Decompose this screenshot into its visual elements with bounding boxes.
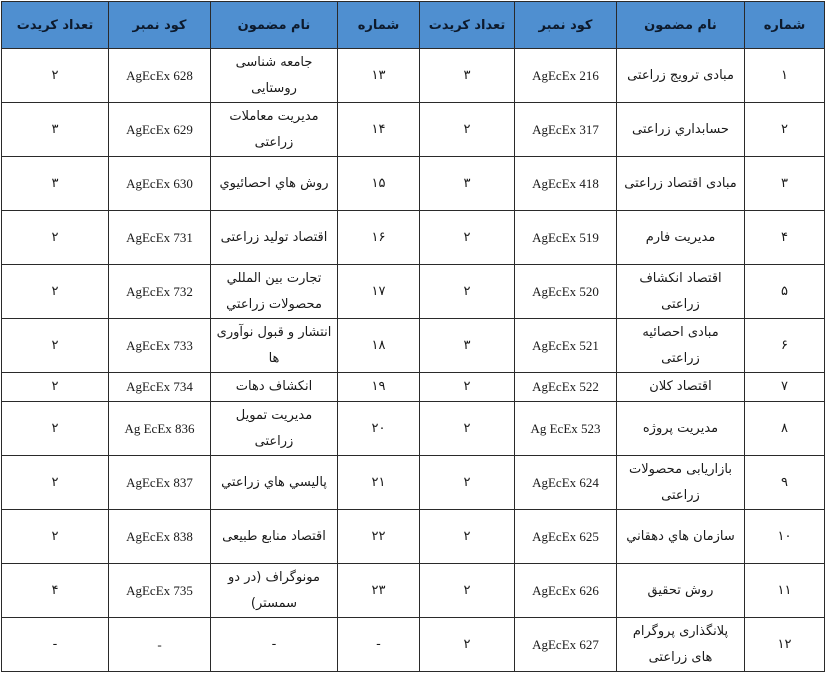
course-number: ۳ — [745, 157, 825, 211]
course-credits: ۲ — [2, 510, 109, 564]
course-table — [1, 1, 825, 672]
course-code: AgEcEx 519 — [515, 211, 617, 265]
course-credits: ۲ — [2, 402, 109, 456]
course-name: انکشاف دهات — [211, 373, 338, 402]
header-course-name-right: نام مضمون — [617, 2, 745, 49]
course-number: ۱۴ — [338, 103, 420, 157]
course-code: AgEcEx 838 — [109, 510, 211, 564]
header-row — [2, 2, 825, 49]
course-number: - — [338, 618, 420, 672]
course-name: اقتصاد تولید زراعتی — [211, 211, 338, 265]
course-name: روش هاي احصائیوي — [211, 157, 338, 211]
course-code: AgEcEx 732 — [109, 265, 211, 319]
course-name: مونوگراف (در دو سمستر) — [211, 564, 338, 618]
course-code: AgEcEx 418 — [515, 157, 617, 211]
course-code: AgEcEx 216 — [515, 49, 617, 103]
course-number: ۲ — [745, 103, 825, 157]
course-credits: ۳ — [2, 103, 109, 157]
course-code: AgEcEx 624 — [515, 456, 617, 510]
course-credits: ۲ — [420, 265, 515, 319]
header-credits-right: تعداد کریدت — [420, 2, 515, 49]
course-name: مدیریت پروژه — [617, 402, 745, 456]
course-number: ۱۰ — [745, 510, 825, 564]
course-name: مبادی اقتصاد زراعتی — [617, 157, 745, 211]
course-name: پالیسي هاي زراعتي — [211, 456, 338, 510]
course-number: ۱۶ — [338, 211, 420, 265]
course-code: AgEcEx 837 — [109, 456, 211, 510]
course-credits: ۳ — [420, 319, 515, 373]
course-code: AgEcEx 626 — [515, 564, 617, 618]
course-number: ۸ — [745, 402, 825, 456]
course-code: AgEcEx 628 — [109, 49, 211, 103]
course-credits: ۲ — [420, 564, 515, 618]
table-row — [2, 510, 825, 564]
course-name: مبادی ترویج زراعتی — [617, 49, 745, 103]
header-number-right: شماره — [745, 2, 825, 49]
header-number-left: شماره — [338, 2, 420, 49]
course-code: Ag EcEx 836 — [109, 402, 211, 456]
table-row — [2, 319, 825, 373]
course-credits: ۲ — [2, 319, 109, 373]
course-code: AgEcEx 630 — [109, 157, 211, 211]
course-code: AgEcEx 520 — [515, 265, 617, 319]
course-name: اقتصاد انکشاف زراعتی — [617, 265, 745, 319]
course-credits: - — [2, 618, 109, 672]
course-code: AgEcEx 629 — [109, 103, 211, 157]
table-row — [2, 618, 825, 672]
course-number: ۱۲ — [745, 618, 825, 672]
table-row — [2, 157, 825, 211]
course-name: مدیریت معاملات زراعتی — [211, 103, 338, 157]
course-number: ۹ — [745, 456, 825, 510]
table-row — [2, 265, 825, 319]
course-credits: ۲ — [2, 211, 109, 265]
header-code-left: کود نمبر — [109, 2, 211, 49]
course-number: ۱ — [745, 49, 825, 103]
course-number: ۲۲ — [338, 510, 420, 564]
course-number: ۴ — [745, 211, 825, 265]
course-name: بازاریابی محصولات زراعتی — [617, 456, 745, 510]
course-credits: ۲ — [420, 103, 515, 157]
course-name: اقتصاد کلان — [617, 373, 745, 402]
course-name: - — [211, 618, 338, 672]
header-code-right: کود نمبر — [515, 2, 617, 49]
course-credits: ۲ — [420, 510, 515, 564]
course-code: - — [109, 618, 211, 672]
table-row — [2, 402, 825, 456]
course-code: AgEcEx 731 — [109, 211, 211, 265]
course-name: پلانگذاری پروگرام های زراعتی — [617, 618, 745, 672]
course-credits: ۲ — [2, 265, 109, 319]
course-name: حسابداري زراعتی — [617, 103, 745, 157]
course-number: ۱۵ — [338, 157, 420, 211]
course-name: مدیریت فارم — [617, 211, 745, 265]
course-name: تجارت بین المللي محصولات زراعتي — [211, 265, 338, 319]
course-credits: ۴ — [2, 564, 109, 618]
course-number: ۲۱ — [338, 456, 420, 510]
course-code: AgEcEx 625 — [515, 510, 617, 564]
table-row — [2, 211, 825, 265]
course-name: مدیریت تمویل زراعتی — [211, 402, 338, 456]
table-body — [2, 49, 825, 672]
course-name: اقتصاد منابع طبیعی — [211, 510, 338, 564]
course-code: AgEcEx 734 — [109, 373, 211, 402]
course-number: ۱۹ — [338, 373, 420, 402]
course-number: ۱۸ — [338, 319, 420, 373]
course-credits: ۳ — [420, 157, 515, 211]
course-credits: ۲ — [420, 402, 515, 456]
course-name: مبادی احصائیه زراعتی — [617, 319, 745, 373]
course-credits: ۲ — [2, 456, 109, 510]
course-number: ۶ — [745, 319, 825, 373]
table-row — [2, 456, 825, 510]
course-code: AgEcEx 735 — [109, 564, 211, 618]
course-credits: ۲ — [2, 49, 109, 103]
course-code: AgEcEx 627 — [515, 618, 617, 672]
course-number: ۷ — [745, 373, 825, 402]
course-code: AgEcEx 522 — [515, 373, 617, 402]
course-credits: ۳ — [2, 157, 109, 211]
course-number: ۲۰ — [338, 402, 420, 456]
course-number: ۱۱ — [745, 564, 825, 618]
course-credits: ۲ — [420, 373, 515, 402]
course-name: جامعه شناسی روستایی — [211, 49, 338, 103]
table-row — [2, 373, 825, 402]
table-row — [2, 103, 825, 157]
course-credits: ۳ — [420, 49, 515, 103]
course-credits: ۲ — [420, 618, 515, 672]
course-code: Ag EcEx 523 — [515, 402, 617, 456]
course-credits: ۲ — [2, 373, 109, 402]
course-name: روش تحقیق — [617, 564, 745, 618]
course-credits: ۲ — [420, 211, 515, 265]
course-credits: ۲ — [420, 456, 515, 510]
course-code: AgEcEx 317 — [515, 103, 617, 157]
course-number: ۲۳ — [338, 564, 420, 618]
course-code: AgEcEx 521 — [515, 319, 617, 373]
table-row — [2, 49, 825, 103]
course-number: ۱۷ — [338, 265, 420, 319]
course-number: ۱۳ — [338, 49, 420, 103]
course-number: ۵ — [745, 265, 825, 319]
course-name: انتشار و قبول نوآوری ها — [211, 319, 338, 373]
course-code: AgEcEx 733 — [109, 319, 211, 373]
header-course-name-left: نام مضمون — [211, 2, 338, 49]
header-credits-left: تعداد کریدت — [2, 2, 109, 49]
course-name: سازمان هاي دهقاني — [617, 510, 745, 564]
table-row — [2, 564, 825, 618]
